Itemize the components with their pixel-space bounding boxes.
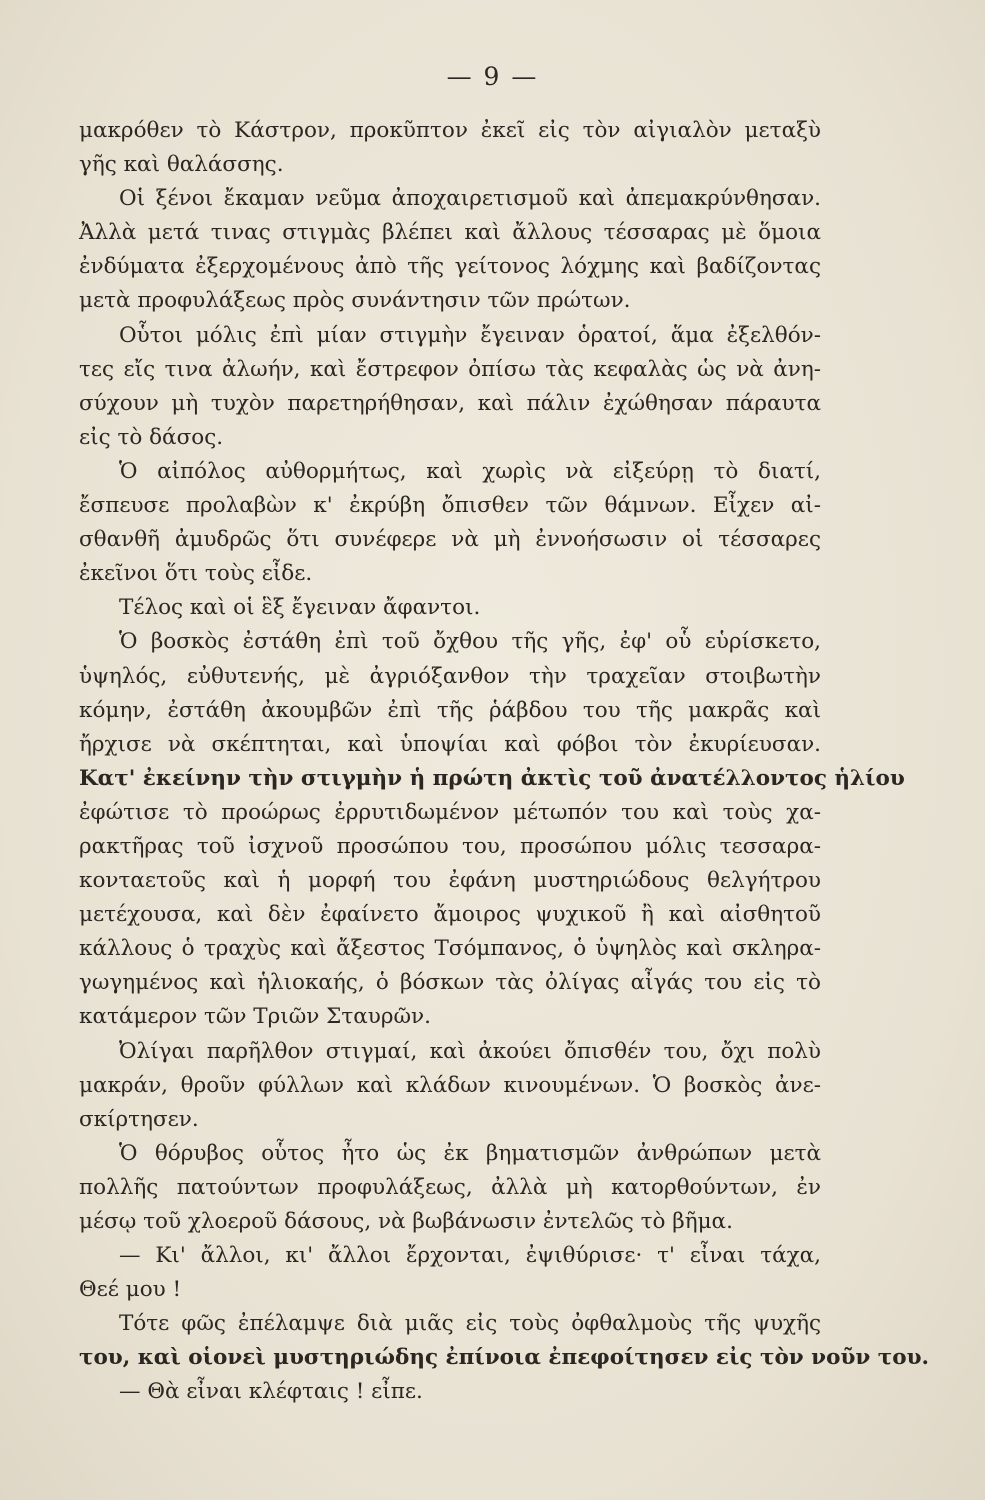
text-line: Θεέ μου ! — [79, 1277, 182, 1303]
text-line: ἐφώτισε τὸ προώρως ἐρρυτιδωμένον μέτωπόν του καὶ τοὺς χα- — [79, 799, 821, 825]
text-line: ἐνδύματα ἐξερχομένους ἀπὸ τῆς γείτονος λόχμης καὶ βαδίζοντας — [79, 254, 821, 280]
text-line: μέσῳ τοῦ χλοεροῦ δάσους, νὰ βωβάνωσιν ἐντελῶς τὸ βῆμα. — [79, 1209, 733, 1234]
text-line: ρακτῆρας τοῦ ἰσχνοῦ προσώπου του, προσώπου μόλις τεσσαρα- — [79, 833, 821, 859]
text-line: Οἱ ξένοι ἔκαμαν νεῦμα ἀποχαιρετισμοῦ καὶ ἀπεμακρύνθησαν. — [119, 186, 821, 212]
text-line: μακράν, θροῦν φύλλων καὶ κλάδων κινουμένων. Ὁ βοσκὸς ἀνε- — [79, 1072, 821, 1098]
text-line: σθανθῆ ἀμυδρῶς ὅτι συνέφερε νὰ μὴ ἐννοήσωσιν οἱ τέσσαρες — [79, 527, 821, 553]
text-line: σύχουν μὴ τυχὸν παρετηρήθησαν, καὶ πάλιν ἐχώθησαν πάραυτα — [79, 390, 821, 416]
page-number: — 9 — — [446, 62, 539, 91]
text-line: Κατ' ἐκείνην τὴν στιγμὴν ἡ πρώτη ἀκτὶς τοῦ ἀνατέλλοντος ἡλίου — [79, 765, 905, 791]
text-line: ἐκεῖνοι ὅτι τοὺς εἶδε. — [79, 561, 313, 587]
text-line: κονταετοῦς καὶ ἡ μορφή του ἐφάνη μυστηριώδους θελγήτρου — [79, 868, 821, 894]
text-line: Ὁ βοσκὸς ἐστάθη ἐπὶ τοῦ ὄχθου τῆς γῆς, ἐφ' οὗ εὑρίσκετο, — [119, 629, 821, 655]
body-text — [79, 114, 929, 1410]
text-line: ἤρχισε νὰ σκέπτηται, καὶ ὑποψίαι καὶ φόβοι τὸν ἐκυρίευσαν. — [79, 731, 821, 757]
text-line: — Θὰ εἶναι κλέφταις ! εἶπε. — [119, 1379, 423, 1405]
text-line: του, καὶ οἱονεὶ μυστηριώδης ἐπίνοια ἐπεφοίτησεν εἰς τὸν νοῦν του. — [79, 1345, 929, 1371]
text-line: Οὗτοι μόλις ἐπὶ μίαν στιγμὴν ἔγειναν ὁρατοί, ἅμα ἐξελθόν- — [119, 322, 821, 348]
text-line: μετέχουσα, καὶ δὲν ἐφαίνετο ἄμοιρος ψυχικοῦ ἢ καὶ αἰσθητοῦ — [79, 902, 821, 928]
text-line: κάλλους ὁ τραχὺς καὶ ἄξεστος Τσόμπανος, ὁ ὑψηλὸς καὶ σκληρα- — [79, 936, 821, 962]
text-line: πολλῆς πατούντων προφυλάξεως, ἀλλὰ μὴ κατορθούντων, ἐν — [79, 1174, 821, 1200]
text-line: εἰς τὸ δάσος. — [79, 424, 224, 450]
text-line: — Κι' ἄλλοι, κι' ἄλλοι ἔρχονται, ἐψιθύρισε· τ' εἶναι τάχα, — [119, 1243, 821, 1269]
text-line: Ὀλίγαι παρῆλθον στιγμαί, καὶ ἀκούει ὄπισθέν του, ὄχι πολὺ — [119, 1038, 821, 1064]
text-line: Ὁ θόρυβος οὗτος ἦτο ὡς ἐκ βηματισμῶν ἀνθρώπων μετὰ — [119, 1140, 821, 1166]
text-line: κατάμερον τῶν Τριῶν Σταυρῶν. — [79, 1004, 431, 1030]
text-line: Τότε φῶς ἐπέλαμψε διὰ μιᾶς εἰς τοὺς ὀφθαλμοὺς τῆς ψυχῆς — [119, 1311, 821, 1337]
text-line: μακρόθεν τὸ Κάστρον, προκῦπτον ἐκεῖ εἰς τὸν αἰγιαλὸν μεταξὺ — [79, 118, 821, 143]
text-line: Τέλος καὶ οἱ ἓξ ἔγειναν ἄφαντοι. — [119, 595, 481, 621]
text-line: ὑψηλός, εὐθυτενής, μὲ ἀγριόξανθον τὴν τραχεῖαν στοιβωτὴν — [79, 663, 821, 689]
text-line: μετὰ προφυλάξεως πρὸς συνάντησιν τῶν πρώτων. — [79, 288, 631, 314]
text-line: Ὁ αἰπόλος αὐθορμήτως, καὶ χωρὶς νὰ εἰξεύρῃ τὸ διατί, — [119, 458, 821, 484]
text-line: ἔσπευσε προλαβὼν κ' ἐκρύβη ὄπισθεν τῶν θάμνων. Εἶχεν αἰ- — [79, 493, 821, 519]
text-line: γῆς καὶ θαλάσσης. — [79, 152, 284, 178]
text-line: γωγημένος καὶ ἡλιοκαής, ὁ βόσκων τὰς ὀλίγας αἶγάς του εἰς τὸ — [79, 970, 821, 996]
text-line: κόμην, ἐστάθη ἀκουμβῶν ἐπὶ τῆς ῥάβδου του τῆς μακρᾶς καὶ — [79, 697, 821, 723]
text-line: Ἀλλὰ μετά τινας στιγμὰς βλέπει καὶ ἄλλους τέσσαρας μὲ ὅμοια — [79, 220, 821, 246]
text-line: τες εἴς τινα ἀλωήν, καὶ ἔστρεφον ὀπίσω τὰς κεφαλὰς ὡς νὰ ἀνη- — [79, 356, 821, 382]
text-line: σκίρτησεν. — [79, 1106, 199, 1132]
